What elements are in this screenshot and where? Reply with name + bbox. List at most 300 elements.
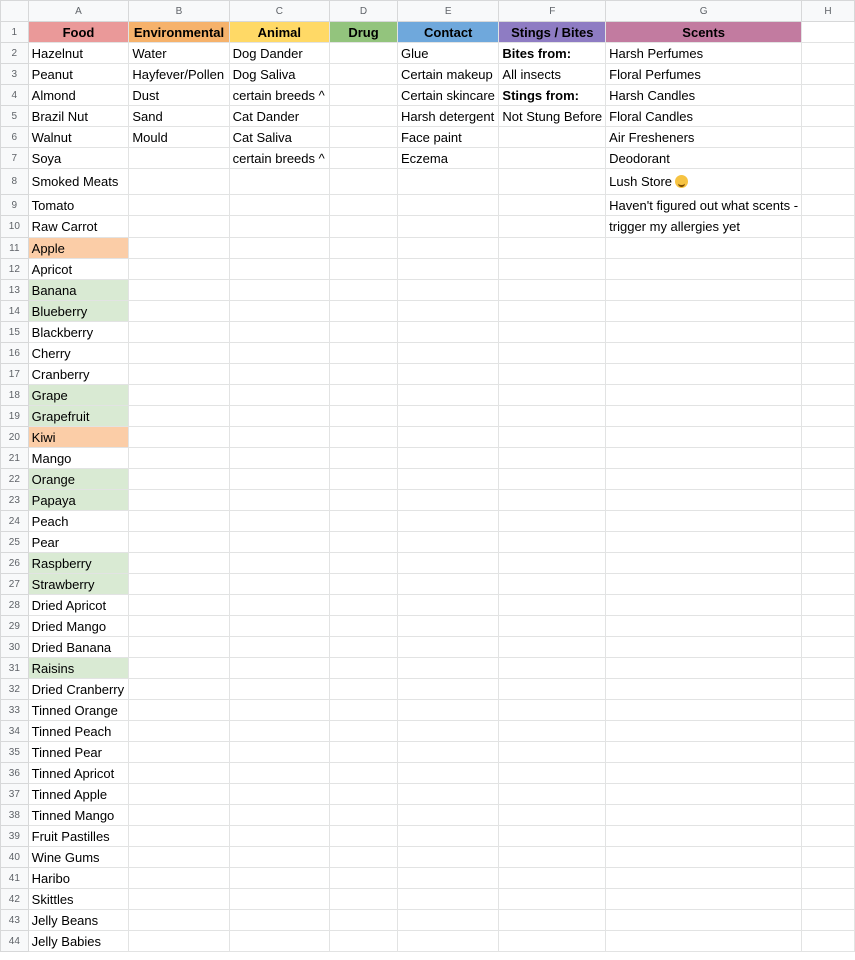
cell[interactable] <box>28 532 129 553</box>
cell[interactable] <box>229 868 329 889</box>
cell[interactable] <box>129 889 229 910</box>
cell[interactable] <box>802 195 855 216</box>
cell[interactable] <box>397 169 498 195</box>
cell[interactable] <box>330 427 398 448</box>
cell[interactable] <box>229 490 329 511</box>
cell[interactable] <box>28 511 129 532</box>
cell[interactable] <box>129 301 229 322</box>
row-number[interactable]: 31 <box>1 658 29 679</box>
cell[interactable] <box>397 910 498 931</box>
cell[interactable] <box>499 763 606 784</box>
cell[interactable] <box>330 43 398 64</box>
cell[interactable] <box>606 195 802 216</box>
cell[interactable] <box>802 169 855 195</box>
cell[interactable] <box>397 847 498 868</box>
cell[interactable] <box>397 343 498 364</box>
row-number[interactable]: 24 <box>1 511 29 532</box>
cell[interactable] <box>397 216 498 238</box>
cell[interactable] <box>499 910 606 931</box>
cell[interactable] <box>802 721 855 742</box>
cell[interactable] <box>28 553 129 574</box>
cell[interactable] <box>499 385 606 406</box>
column-header-g[interactable]: G <box>606 1 802 22</box>
cell[interactable] <box>802 868 855 889</box>
cell[interactable] <box>330 406 398 427</box>
cell[interactable] <box>606 889 802 910</box>
cell[interactable] <box>606 280 802 301</box>
cell[interactable] <box>28 259 129 280</box>
cell[interactable] <box>330 238 398 259</box>
row-number[interactable]: 6 <box>1 127 29 148</box>
cell[interactable] <box>330 301 398 322</box>
cell[interactable] <box>229 700 329 721</box>
cell[interactable] <box>129 469 229 490</box>
cell[interactable] <box>330 127 398 148</box>
cell[interactable] <box>28 301 129 322</box>
cell[interactable] <box>606 721 802 742</box>
cell[interactable] <box>28 216 129 238</box>
cell[interactable] <box>499 574 606 595</box>
cell[interactable] <box>606 931 802 952</box>
cell[interactable] <box>499 931 606 952</box>
row-number[interactable]: 15 <box>1 322 29 343</box>
cell[interactable] <box>499 679 606 700</box>
cell[interactable] <box>499 85 606 106</box>
cell[interactable] <box>397 784 498 805</box>
cell[interactable] <box>330 216 398 238</box>
cell[interactable] <box>129 322 229 343</box>
cell[interactable] <box>397 679 498 700</box>
cell[interactable] <box>499 805 606 826</box>
cell[interactable] <box>397 931 498 952</box>
cell[interactable] <box>606 616 802 637</box>
cell[interactable] <box>606 847 802 868</box>
cell[interactable] <box>229 364 329 385</box>
cell[interactable] <box>229 910 329 931</box>
cell[interactable] <box>330 679 398 700</box>
cell[interactable] <box>129 595 229 616</box>
cell[interactable] <box>129 532 229 553</box>
cell[interactable] <box>397 427 498 448</box>
cell[interactable] <box>802 106 855 127</box>
cell[interactable] <box>229 616 329 637</box>
cell[interactable] <box>28 784 129 805</box>
cell[interactable] <box>129 763 229 784</box>
cell[interactable] <box>129 616 229 637</box>
cell[interactable] <box>129 385 229 406</box>
row-number[interactable]: 40 <box>1 847 29 868</box>
cell[interactable] <box>499 343 606 364</box>
category-header-scents[interactable]: Scents <box>606 22 802 43</box>
cell[interactable] <box>606 64 802 85</box>
row-number[interactable]: 2 <box>1 43 29 64</box>
cell[interactable] <box>28 700 129 721</box>
cell[interactable] <box>28 616 129 637</box>
row-number[interactable]: 5 <box>1 106 29 127</box>
cell[interactable] <box>606 322 802 343</box>
cell[interactable] <box>330 385 398 406</box>
cell[interactable] <box>129 784 229 805</box>
cell[interactable] <box>499 259 606 280</box>
cell[interactable] <box>330 637 398 658</box>
cell[interactable] <box>606 301 802 322</box>
cell[interactable] <box>28 637 129 658</box>
cell[interactable] <box>499 280 606 301</box>
cell[interactable] <box>606 826 802 847</box>
cell[interactable] <box>802 826 855 847</box>
cell[interactable] <box>28 931 129 952</box>
cell[interactable] <box>606 595 802 616</box>
cell[interactable] <box>129 280 229 301</box>
cell[interactable] <box>499 595 606 616</box>
cell[interactable] <box>28 868 129 889</box>
cell[interactable] <box>229 385 329 406</box>
cell[interactable] <box>397 127 498 148</box>
cell[interactable] <box>330 259 398 280</box>
row-number[interactable]: 10 <box>1 216 29 238</box>
cell[interactable] <box>802 658 855 679</box>
cell[interactable] <box>330 280 398 301</box>
cell[interactable] <box>229 721 329 742</box>
cell[interactable] <box>397 280 498 301</box>
cell[interactable] <box>28 742 129 763</box>
row-number[interactable]: 23 <box>1 490 29 511</box>
cell[interactable] <box>397 406 498 427</box>
cell[interactable] <box>330 553 398 574</box>
cell[interactable] <box>802 931 855 952</box>
cell[interactable] <box>802 847 855 868</box>
cell[interactable] <box>606 784 802 805</box>
cell[interactable] <box>229 679 329 700</box>
cell[interactable] <box>28 889 129 910</box>
cell[interactable] <box>330 85 398 106</box>
cell[interactable] <box>229 64 329 85</box>
cell[interactable] <box>802 127 855 148</box>
row-number[interactable]: 36 <box>1 763 29 784</box>
cell[interactable] <box>802 301 855 322</box>
cell[interactable] <box>606 127 802 148</box>
cell[interactable] <box>229 784 329 805</box>
category-header-drug[interactable]: Drug <box>330 22 398 43</box>
cell[interactable] <box>229 763 329 784</box>
cell[interactable] <box>397 637 498 658</box>
cell[interactable] <box>330 889 398 910</box>
cell[interactable] <box>606 385 802 406</box>
cell[interactable] <box>229 469 329 490</box>
cell[interactable] <box>499 847 606 868</box>
cell[interactable] <box>499 511 606 532</box>
cell[interactable] <box>229 85 329 106</box>
cell[interactable] <box>330 763 398 784</box>
cell[interactable] <box>606 805 802 826</box>
cell[interactable] <box>129 448 229 469</box>
cell[interactable] <box>499 64 606 85</box>
cell[interactable] <box>802 22 855 43</box>
row-number[interactable]: 9 <box>1 195 29 216</box>
cell[interactable] <box>28 43 129 64</box>
cell[interactable] <box>129 805 229 826</box>
cell[interactable] <box>229 259 329 280</box>
cell[interactable] <box>397 64 498 85</box>
row-number[interactable]: 44 <box>1 931 29 952</box>
cell[interactable] <box>28 679 129 700</box>
cell[interactable] <box>330 448 398 469</box>
select-all-corner[interactable] <box>1 1 29 22</box>
cell[interactable] <box>129 826 229 847</box>
cell[interactable] <box>330 195 398 216</box>
row-number[interactable]: 21 <box>1 448 29 469</box>
cell[interactable] <box>28 595 129 616</box>
cell[interactable] <box>229 847 329 868</box>
cell[interactable] <box>499 427 606 448</box>
cell[interactable] <box>330 826 398 847</box>
row-number[interactable]: 18 <box>1 385 29 406</box>
row-number[interactable]: 33 <box>1 700 29 721</box>
cell[interactable] <box>606 658 802 679</box>
cell[interactable] <box>499 532 606 553</box>
cell[interactable] <box>606 406 802 427</box>
cell[interactable] <box>28 106 129 127</box>
cell[interactable] <box>499 127 606 148</box>
row-number[interactable]: 17 <box>1 364 29 385</box>
cell[interactable] <box>802 64 855 85</box>
row-number[interactable]: 25 <box>1 532 29 553</box>
cell[interactable] <box>129 679 229 700</box>
cell[interactable] <box>330 805 398 826</box>
column-header-b[interactable]: B <box>129 1 229 22</box>
cell[interactable] <box>330 511 398 532</box>
cell[interactable] <box>129 721 229 742</box>
cell[interactable] <box>499 301 606 322</box>
cell[interactable] <box>606 364 802 385</box>
cell[interactable] <box>397 616 498 637</box>
cell[interactable] <box>606 511 802 532</box>
cell[interactable] <box>802 616 855 637</box>
cell[interactable] <box>229 106 329 127</box>
cell[interactable] <box>397 448 498 469</box>
cell[interactable] <box>229 553 329 574</box>
row-number[interactable]: 34 <box>1 721 29 742</box>
cell[interactable] <box>397 532 498 553</box>
cell[interactable] <box>397 385 498 406</box>
cell[interactable] <box>229 322 329 343</box>
cell[interactable] <box>802 742 855 763</box>
cell[interactable] <box>129 637 229 658</box>
category-header-environmental[interactable]: Environmental <box>129 22 229 43</box>
cell[interactable] <box>606 490 802 511</box>
cell[interactable] <box>129 847 229 868</box>
cell[interactable] <box>330 700 398 721</box>
cell[interactable] <box>397 85 498 106</box>
cell[interactable] <box>802 259 855 280</box>
cell[interactable] <box>802 427 855 448</box>
cell[interactable] <box>129 238 229 259</box>
cell[interactable] <box>330 868 398 889</box>
cell[interactable] <box>330 343 398 364</box>
row-number[interactable]: 12 <box>1 259 29 280</box>
cell[interactable] <box>330 490 398 511</box>
cell[interactable] <box>28 490 129 511</box>
cell[interactable] <box>129 868 229 889</box>
cell[interactable] <box>330 574 398 595</box>
cell[interactable] <box>28 847 129 868</box>
cell[interactable] <box>129 406 229 427</box>
cell[interactable] <box>397 700 498 721</box>
row-number[interactable]: 16 <box>1 343 29 364</box>
cell[interactable] <box>129 910 229 931</box>
cell[interactable] <box>129 127 229 148</box>
cell[interactable] <box>499 742 606 763</box>
column-header-f[interactable]: F <box>499 1 606 22</box>
row-number[interactable]: 30 <box>1 637 29 658</box>
cell[interactable] <box>499 195 606 216</box>
cell[interactable] <box>229 301 329 322</box>
cell[interactable] <box>499 658 606 679</box>
cell[interactable] <box>499 43 606 64</box>
cell[interactable] <box>397 364 498 385</box>
row-number[interactable]: 42 <box>1 889 29 910</box>
cell[interactable] <box>499 490 606 511</box>
cell[interactable] <box>802 637 855 658</box>
cell[interactable] <box>802 448 855 469</box>
cell[interactable] <box>229 406 329 427</box>
cell[interactable] <box>229 195 329 216</box>
cell[interactable] <box>229 343 329 364</box>
cell[interactable] <box>802 469 855 490</box>
cell[interactable] <box>229 43 329 64</box>
cell[interactable] <box>129 259 229 280</box>
row-number[interactable]: 26 <box>1 553 29 574</box>
row-number[interactable]: 39 <box>1 826 29 847</box>
row-number[interactable]: 13 <box>1 280 29 301</box>
cell[interactable] <box>330 532 398 553</box>
cell[interactable] <box>28 910 129 931</box>
column-header-e[interactable]: E <box>397 1 498 22</box>
column-header-c[interactable]: C <box>229 1 329 22</box>
cell[interactable] <box>499 406 606 427</box>
cell[interactable] <box>606 637 802 658</box>
cell[interactable] <box>802 595 855 616</box>
cell[interactable] <box>397 106 498 127</box>
row-number[interactable]: 29 <box>1 616 29 637</box>
cell[interactable] <box>229 127 329 148</box>
cell[interactable] <box>397 301 498 322</box>
column-header-h[interactable]: H <box>802 1 855 22</box>
cell[interactable] <box>606 742 802 763</box>
cell[interactable] <box>397 195 498 216</box>
cell[interactable] <box>802 238 855 259</box>
cell[interactable] <box>606 448 802 469</box>
row-number[interactable]: 22 <box>1 469 29 490</box>
cell[interactable] <box>129 195 229 216</box>
column-header-d[interactable]: D <box>330 1 398 22</box>
cell[interactable] <box>129 658 229 679</box>
cell[interactable] <box>397 322 498 343</box>
cell[interactable] <box>28 238 129 259</box>
row-number[interactable]: 28 <box>1 595 29 616</box>
cell[interactable] <box>499 106 606 127</box>
cell[interactable] <box>28 64 129 85</box>
cell[interactable] <box>606 910 802 931</box>
cell[interactable] <box>28 195 129 216</box>
cell[interactable] <box>802 148 855 169</box>
cell[interactable] <box>129 343 229 364</box>
cell[interactable] <box>28 385 129 406</box>
cell[interactable] <box>802 385 855 406</box>
cell[interactable] <box>129 490 229 511</box>
cell[interactable] <box>28 127 129 148</box>
cell[interactable] <box>129 700 229 721</box>
cell[interactable] <box>28 343 129 364</box>
cell[interactable] <box>499 784 606 805</box>
cell[interactable] <box>606 238 802 259</box>
cell[interactable] <box>802 85 855 106</box>
cell[interactable] <box>499 469 606 490</box>
row-number[interactable]: 4 <box>1 85 29 106</box>
cell[interactable] <box>28 148 129 169</box>
cell[interactable] <box>802 805 855 826</box>
cell[interactable] <box>330 169 398 195</box>
cell[interactable] <box>802 216 855 238</box>
cell[interactable] <box>802 763 855 784</box>
cell[interactable] <box>28 658 129 679</box>
row-number[interactable]: 32 <box>1 679 29 700</box>
cell[interactable] <box>330 364 398 385</box>
row-number[interactable]: 8 <box>1 169 29 195</box>
cell[interactable] <box>802 784 855 805</box>
cell[interactable] <box>330 616 398 637</box>
row-number[interactable]: 11 <box>1 238 29 259</box>
cell[interactable] <box>802 490 855 511</box>
cell[interactable] <box>330 64 398 85</box>
cell[interactable] <box>397 511 498 532</box>
cell[interactable] <box>499 868 606 889</box>
row-number[interactable]: 27 <box>1 574 29 595</box>
row-number[interactable]: 14 <box>1 301 29 322</box>
cell[interactable] <box>229 637 329 658</box>
cell[interactable] <box>28 85 129 106</box>
cell[interactable] <box>499 364 606 385</box>
cell[interactable] <box>606 469 802 490</box>
column-header-a[interactable]: A <box>28 1 129 22</box>
cell[interactable] <box>330 784 398 805</box>
cell[interactable] <box>606 85 802 106</box>
cell[interactable] <box>397 826 498 847</box>
cell[interactable] <box>397 721 498 742</box>
category-header-food[interactable]: Food <box>28 22 129 43</box>
cell[interactable] <box>229 280 329 301</box>
row-number[interactable]: 1 <box>1 22 29 43</box>
row-number[interactable]: 38 <box>1 805 29 826</box>
cell[interactable] <box>129 216 229 238</box>
cell[interactable] <box>129 427 229 448</box>
cell[interactable] <box>606 553 802 574</box>
row-number[interactable]: 41 <box>1 868 29 889</box>
cell[interactable] <box>28 574 129 595</box>
cell[interactable] <box>802 322 855 343</box>
cell[interactable] <box>28 406 129 427</box>
cell[interactable] <box>802 406 855 427</box>
cell[interactable] <box>606 700 802 721</box>
cell[interactable] <box>397 553 498 574</box>
cell[interactable] <box>499 721 606 742</box>
cell[interactable] <box>28 826 129 847</box>
cell[interactable] <box>606 868 802 889</box>
cell[interactable] <box>28 427 129 448</box>
cell[interactable] <box>129 931 229 952</box>
row-number[interactable]: 43 <box>1 910 29 931</box>
cell[interactable] <box>28 763 129 784</box>
